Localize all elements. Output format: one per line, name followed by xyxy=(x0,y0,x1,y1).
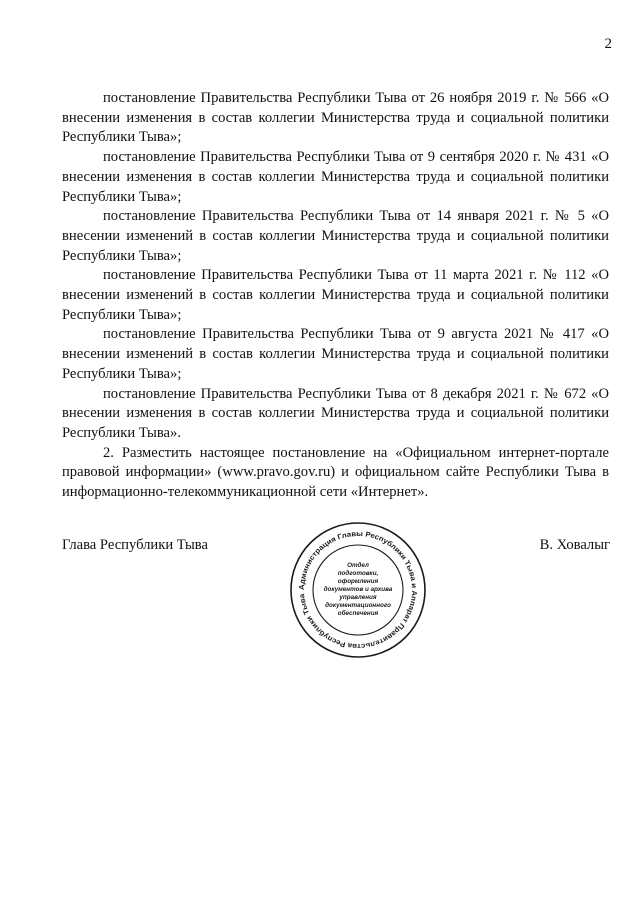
page-number: 2 xyxy=(604,36,612,52)
stamp-line: обеспечения xyxy=(337,610,379,617)
stamp-line: Отдел xyxy=(347,562,369,569)
stamp-center-text xyxy=(324,561,393,617)
signature-block xyxy=(62,528,610,664)
stamp-ring-textpath: Администрация Главы Республики Тыва и Аппарат Правительства Республики Тыва xyxy=(296,528,420,652)
paragraph-resolution-5: постановление Правительства Республики Тыва от 14 января 2021 г. № 5 «О внесении изменений в состав коллегии Министерства труда и социальной политики Республики Тыва»; xyxy=(62,208,609,264)
stamp-line: документов и архива xyxy=(323,586,393,593)
stamp-line: документационного xyxy=(325,602,391,609)
stamp-line: оформления xyxy=(337,578,379,585)
signatory-position: Глава Республики Тыва xyxy=(62,537,208,553)
paragraph-resolution-417: постановление Правительства Республики Тыва от 9 августа 2021 № 417 «О внесении изменений в состав коллегии Министерства труда и социальной политики Республики Тыва»; xyxy=(62,326,609,382)
signatory-name: В. Ховалыг xyxy=(539,537,610,553)
paragraph-resolution-566: постановление Правительства Республики Тыва от 26 ноября 2019 г. № 566 «О внесении изменения в состав коллегии Министерства труда и социальной политики Республики Тыва»; xyxy=(62,90,609,146)
paragraph-publication-clause: 2. Разместить настоящее постановление на «Официальном интернет-портале правовой информации» (www.pravo.gov.ru) и официальном сайте Республики Тыва в информационно-телекоммуникационной сети «Интернет». xyxy=(62,444,609,501)
stamp-line: управления xyxy=(339,594,377,601)
official-stamp xyxy=(287,519,429,661)
paragraph-resolution-112: постановление Правительства Республики Тыва от 11 марта 2021 г. № 112 «О внесении изменений в состав коллегии Министерства труда и социальной политики Республики Тыва»; xyxy=(62,267,609,323)
stamp-line: подготовки, xyxy=(337,570,379,577)
paragraph-resolution-672: постановление Правительства Республики Тыва от 8 декабря 2021 г. № 672 «О внесении изменения в состав коллегии Министерства труда и социальной политики Республики Тыва». xyxy=(62,385,609,441)
document-body xyxy=(62,89,609,503)
paragraph-resolution-431: постановление Правительства Республики Тыва от 9 сентября 2020 г. № 431 «О внесении изменения в состав коллегии Министерства труда и социальной политики Республики Тыва»; xyxy=(62,149,609,205)
